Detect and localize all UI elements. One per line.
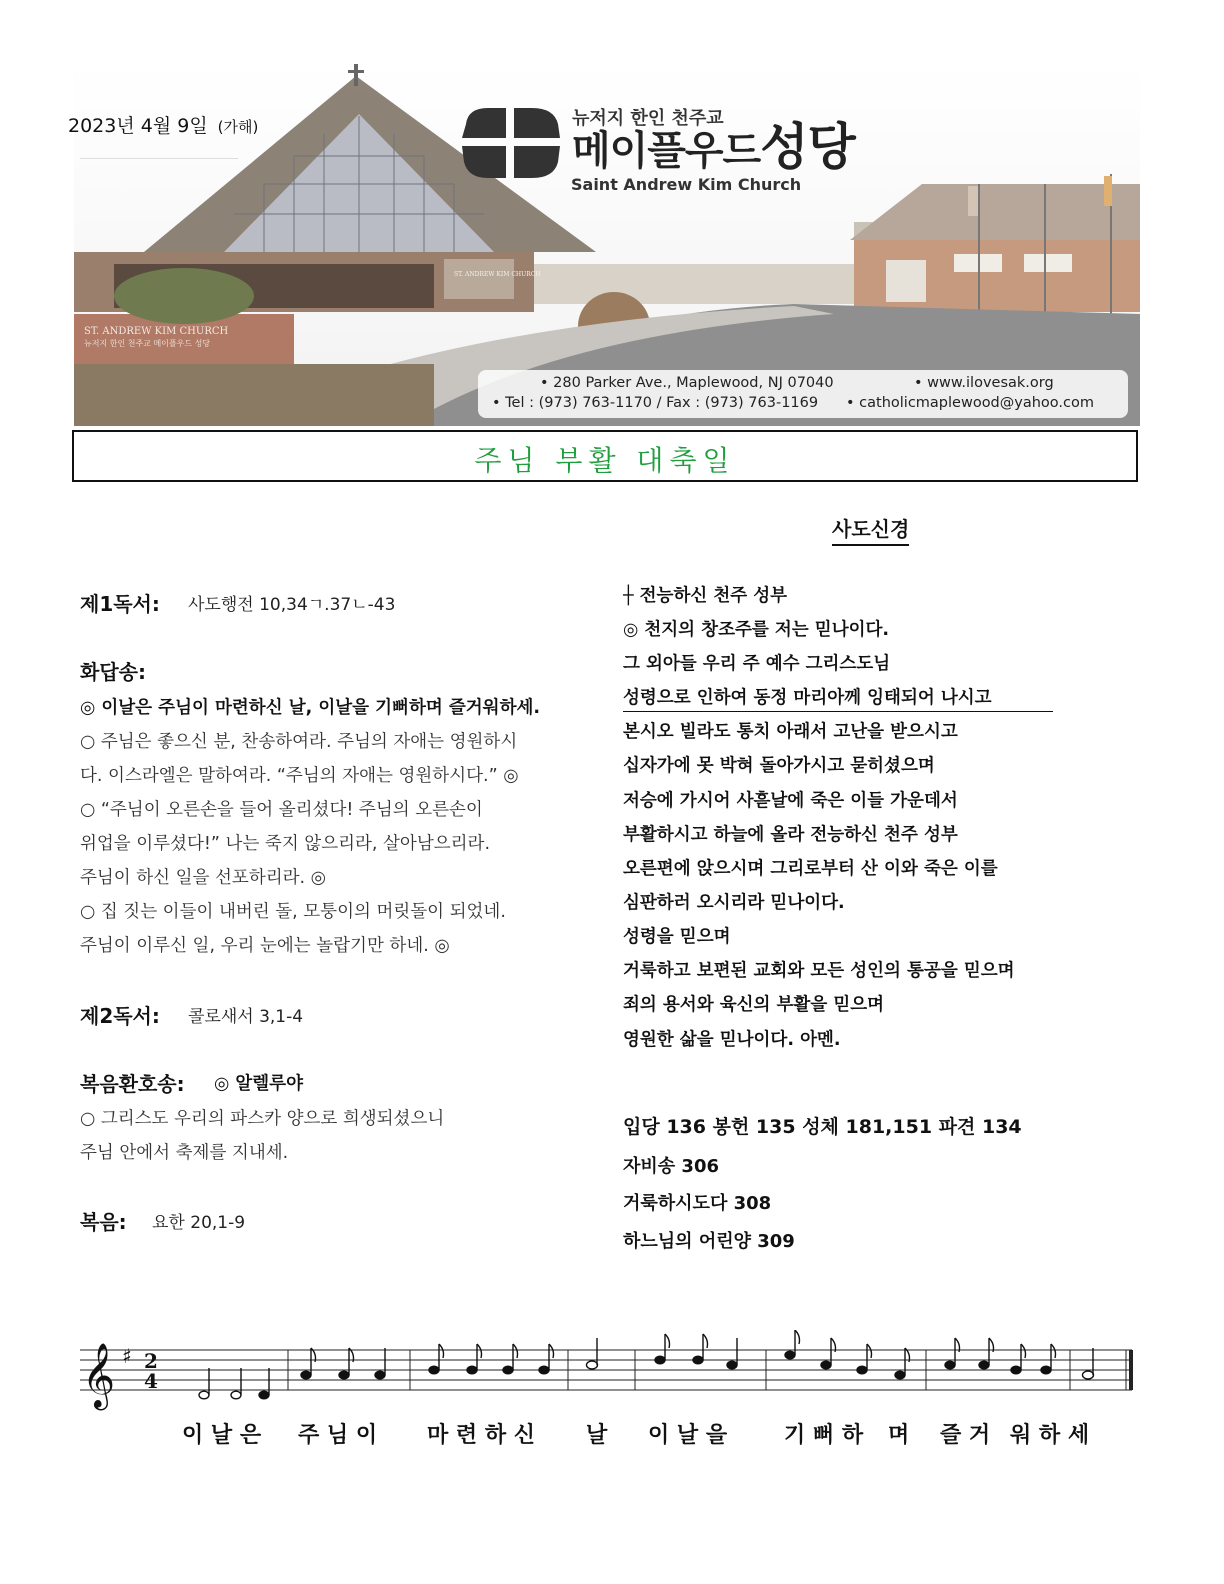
lyric-group: 기 뻐 하 <box>784 1422 864 1448</box>
note <box>259 1368 269 1399</box>
psalm-line: 위업을 이루셨다!” 나는 죽지 않으리라, 살아남으리라. <box>80 834 491 854</box>
lyric-group: 이 날 은 <box>182 1422 262 1448</box>
psalm-line: ○ 주님은 좋으신 분, 찬송하여라. 주님의 자애는 영원하시 <box>80 732 518 752</box>
psalm-line: 주님이 이루신 일, 우리 눈에는 놀랍기만 하네. ◎ <box>80 936 450 956</box>
note <box>339 1348 354 1379</box>
creed-line: 부활하시고 하늘에 올라 전능하신 천주 성부 <box>623 825 958 845</box>
hymn-numbers: 입당 136 봉헌 135 성체 181,151 파견 134 <box>623 1116 1022 1138</box>
page-title: 주님 부활 대축일 <box>474 444 736 477</box>
first-reading-ref: 사도행전 10,34ㄱ.37ㄴ-43 <box>188 595 396 615</box>
note <box>693 1334 708 1364</box>
cycle-text: (가해) <box>217 118 259 136</box>
psalm-response: ◎ 이날은 주님이 마련하신 날, 이날을 기뻐하며 즐거워하세. <box>80 698 541 718</box>
email-link[interactable]: • catholicmaplewood@yahoo.com <box>846 395 1094 411</box>
creed-line: 본시오 빌라도 통치 아래서 고난을 받으시고 <box>623 722 958 742</box>
hymn-sanctus: 거룩하시도다 308 <box>623 1193 772 1214</box>
psalm-line: 다. 이스라엘은 말하여라. “주님의 자애는 영원하시다.” ◎ <box>80 766 519 786</box>
address-text: • 280 Parker Ave., Maplewood, NJ 07040 <box>540 375 834 391</box>
note <box>895 1348 910 1379</box>
treble-clef-icon: 𝄞 <box>82 1343 116 1408</box>
lyric-group: 즐 거 <box>940 1422 991 1448</box>
gospel-label: 복음: <box>80 1210 127 1234</box>
creed-line: 죄의 용서와 육신의 부활을 믿으며 <box>623 995 885 1015</box>
psalm-label: 화답송: <box>80 660 146 684</box>
date-text: 2023년 4월 9일 <box>68 115 208 137</box>
note <box>503 1344 518 1374</box>
logo-title-b: 성당 <box>760 118 855 176</box>
gospel-ref: 요한 20,1-9 <box>152 1213 246 1233</box>
phone-fax-text: • Tel : (973) 763-1170 / Fax : (973) 763-1169 <box>492 395 819 411</box>
creed-line: 거룩하고 보편된 교회와 모든 성인의 통공을 믿으며 <box>623 961 1015 981</box>
hymn-kyrie: 자비송 306 <box>623 1156 720 1177</box>
acclamation-line: ○ 그리스도 우리의 파스카 양으로 희생되셨으니 <box>80 1109 445 1129</box>
creed-line: 그 외아들 우리 주 예수 그리스도님 <box>623 654 891 674</box>
creed-line: 오른편에 앉으시며 그리로부터 산 이와 죽은 이를 <box>623 859 998 879</box>
building-sign-text: ST. ANDREW KIM CHURCH <box>454 271 541 278</box>
psalm-line: 주님이 하신 일을 선포하리라. ◎ <box>80 868 326 888</box>
creed-line: 성령으로 인하여 동정 마리아께 잉태되어 나시고 <box>623 688 992 708</box>
lyric-group: 워 하 세 <box>1010 1422 1090 1448</box>
creed-line: ┼ 전능하신 천주 성부 <box>623 586 788 606</box>
lyric-group: 이 날 을 <box>648 1422 728 1448</box>
logo-title-a: 메이플우드 <box>572 128 761 174</box>
date-line <box>68 111 258 138</box>
note <box>945 1338 960 1369</box>
note <box>199 1368 209 1399</box>
creed-line: 영원한 삶을 믿나이다. 아멘. <box>623 1030 841 1050</box>
note <box>979 1338 994 1369</box>
note <box>1083 1348 1094 1379</box>
lyric-group: 날 <box>586 1422 608 1448</box>
acclamation-label: 복음환호송: <box>80 1072 185 1096</box>
note <box>1011 1344 1026 1374</box>
time-signature-bottom: 4 <box>144 1369 158 1393</box>
sharp-icon: ♯ <box>122 1344 132 1368</box>
hymn-agnus: 하느님의 어린양 309 <box>623 1231 795 1252</box>
music-score <box>80 1330 1140 1420</box>
creed-line: 심판하러 오시리라 믿나이다. <box>623 893 845 913</box>
cross-logo-icon <box>458 104 568 184</box>
acclamation-response: ◎ 알렐루야 <box>214 1074 303 1094</box>
note <box>587 1338 598 1369</box>
time-signature-top: 2 <box>144 1349 158 1373</box>
lyric-group: 주 님 이 <box>298 1422 378 1448</box>
sign-text: ST. ANDREW KIM CHURCH <box>84 326 229 337</box>
note <box>539 1344 554 1374</box>
creed-underline <box>623 711 1053 712</box>
note <box>655 1334 670 1364</box>
note <box>1041 1344 1056 1374</box>
creed-line: ◎ 천지의 창조주를 저는 믿나이다. <box>623 620 890 640</box>
note <box>231 1368 241 1399</box>
psalm-line: ○ 집 짓는 이들이 내버린 돌, 모퉁이의 머릿돌이 되었네. <box>80 902 506 922</box>
lyric-group: 며 <box>888 1422 910 1448</box>
creed-title: 사도신경 <box>832 513 909 546</box>
acclamation-line: 주님 안에서 축제를 지내세. <box>80 1143 289 1163</box>
note <box>785 1330 800 1359</box>
second-reading-label: 제2독서: <box>80 1004 160 1028</box>
note <box>821 1338 836 1369</box>
note <box>301 1348 316 1379</box>
note <box>375 1348 385 1379</box>
first-reading-label: 제1독서: <box>80 592 160 616</box>
note <box>727 1338 737 1369</box>
logo-subtitle: 뉴저지 한인 천주교 <box>572 108 724 129</box>
note <box>467 1344 482 1374</box>
psalm-line: ○ “주님이 오른손을 들어 올리셨다! 주님의 오른손이 <box>80 800 483 820</box>
logo-english-name: Saint Andrew Kim Church <box>571 175 802 194</box>
creed-line: 성령을 믿으며 <box>623 927 731 947</box>
lyric-group: 마 련 하 신 <box>427 1422 535 1448</box>
second-reading-ref: 콜로새서 3,1-4 <box>188 1007 304 1027</box>
note <box>429 1344 444 1374</box>
note <box>857 1344 872 1374</box>
sign-korean-text: 뉴저지 한인 천주교 메이플우드 성당 <box>84 339 211 348</box>
creed-line: 십자가에 못 박혀 돌아가시고 묻히셨으며 <box>623 756 935 776</box>
date-underline <box>80 158 238 159</box>
website-link[interactable]: • www.ilovesak.org <box>914 375 1054 391</box>
creed-line: 저승에 가시어 사흗날에 죽은 이들 가운데서 <box>623 791 958 811</box>
